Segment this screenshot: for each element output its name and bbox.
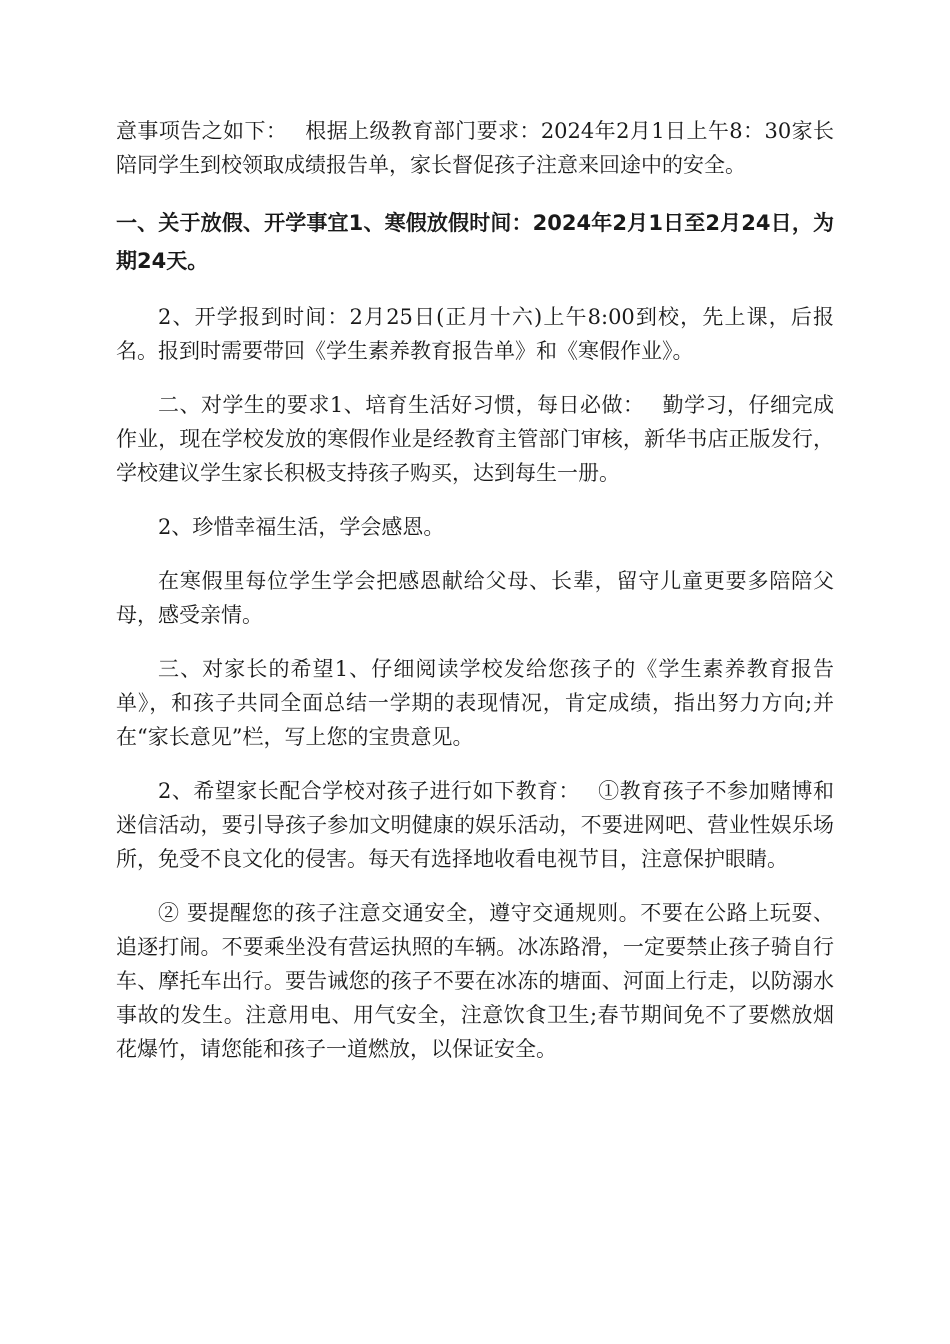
- paragraph-family-time: 在寒假里每位学生学会把感恩献给父母、长辈，留守儿童更要多陪陪父母，感受亲情。: [116, 569, 834, 627]
- paragraph-school-start: 2、开学报到时间：2月25日(正月十六)上午8:00到校，先上课，后报名。报到时需要带回《学生素养教育报告单》和《寒假作业》。: [116, 305, 834, 363]
- document-body: [116, 114, 834, 1086]
- paragraph-student-requirements: 二、对学生的要求1、培育生活好习惯，每日必做： 勤学习，仔细完成作业，现在学校发放的寒假作业是经教育主管部门审核，新华书店正版发行，学校建议学生家长积极支持孩子购买，达到每生一册。: [116, 393, 834, 485]
- paragraph-parent-hopes: 三、对家长的希望1、仔细阅读学校发给您孩子的《学生素养教育报告单》，和孩子共同全面总结一学期的表现情况，肯定成绩，指出努力方向;并在“家长意见”栏，写上您的宝贵意见。: [116, 657, 834, 749]
- paragraph-gratitude: 2、珍惜幸福生活，学会感恩。: [158, 515, 445, 539]
- section-heading-holiday: 一、关于放假、开学事宜1、寒假放假时间：2024年2月1日至2月24日，为期24天。: [116, 211, 834, 273]
- paragraph-safety: ② 要提醒您的孩子注意交通安全，遵守交通规则。不要在公路上玩耍、追逐打闹。不要乘坐没有营运执照的车辆。冰冻路滑，一定要禁止孩子骑自行车、摩托车出行。要告诫您的孩子不要在冰冻的塘面、河面上行走，以防溺水事故的发生。注意用电、用气安全，注意饮食卫生;春节期间免不了要燃放烟花爆竹，请您能和孩子一道燃放，以保证安全。: [116, 901, 834, 1061]
- intro-paragraph: 意事项告之如下： 根据上级教育部门要求：2024年2月1日上午8：30家长陪同学生到校领取成绩报告单，家长督促孩子注意来回途中的安全。: [116, 119, 834, 177]
- paragraph-education-guidance: 2、希望家长配合学校对孩子进行如下教育： ①教育孩子不参加赌博和迷信活动，要引导孩子参加文明健康的娱乐活动，不要进网吧、营业性娱乐场所，免受不良文化的侵害。每天有选择地收看电视节目，注意保护眼睛。: [116, 779, 834, 871]
